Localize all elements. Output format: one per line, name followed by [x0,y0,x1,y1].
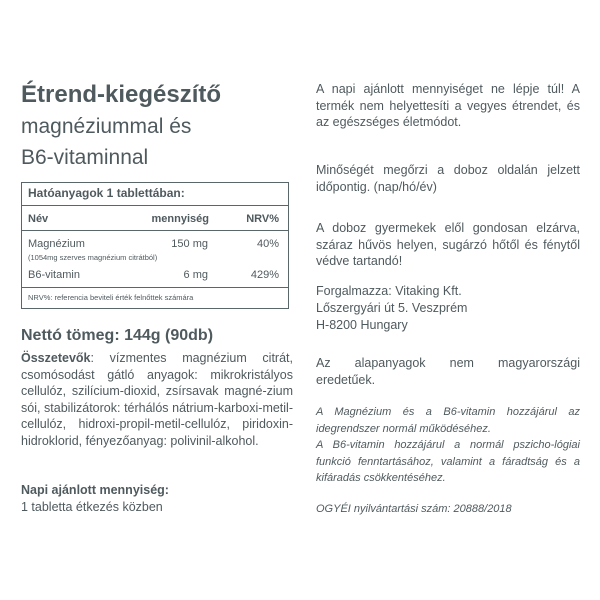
registration-number: OGYÉI nyilvántartási szám: 20888/2018 [316,503,512,515]
dosage-label: Napi ajánlott mennyiség: [21,483,169,497]
dosage-value: 1 tabletta étkezés közben [21,500,163,514]
row-magnesium-note: (1054mg szerves magnézium citrátból) [28,253,158,262]
distributor-address: Lőszergyári út 5. Veszprém [316,301,468,315]
nutrition-table [21,182,289,309]
row-b6-amount: 6 mg [183,269,208,281]
storage-text: A doboz gyermekek elől gondosan elzárva, száraz hűvös helyen, sugárzó hőtől és fénytől védve tartandó! [316,221,580,268]
column-name-header: Név [28,213,49,225]
column-nrv-header: NRV% [246,213,279,225]
best-before-text: Minőségét megőrzi a doboz oldalán jelzett időpontig. (nap/hó/év) [316,163,580,194]
divider [22,230,288,231]
divider [22,287,288,288]
distributor-name: Forgalmazza: Vitaking Kft. [316,284,462,298]
origin-text: Az alapanyagok nem magyarországi eredetűek. [316,356,580,387]
nutrition-table-header: Hatóanyagok 1 tablettában: [28,186,185,200]
row-magnesium-nrv: 40% [256,238,279,250]
row-b6-name: B6-vitamin [28,269,80,281]
row-magnesium-name: Magnézium [28,238,85,250]
nutrition-footnote: NRV%: referencia beviteli érték felnőttek számára [28,293,194,302]
divider [22,205,288,206]
product-title: Étrend-kiegészítő [21,81,222,108]
health-claim-1: A Magnézium és a B6-vitamin hozzájárul az idegrendszer normál működéséhez. [316,406,580,435]
row-magnesium-amount: 150 mg [171,238,208,250]
distributor-country: H-8200 Hungary [316,318,408,332]
ingredients-label: Összetevők [21,351,91,365]
net-weight: Nettó tömeg: 144g (90db) [21,327,214,344]
column-amount-header: mennyiség [151,213,209,225]
ingredients-text [21,350,293,449]
health-claim-2: A B6-vitamin hozzájárul a normál pszicho-lógiai funkció fenntartásához, valamint a fáradtság és a kifáradás csökkentéséhez. [316,439,580,484]
product-subtitle-line2: B6-vitaminnal [21,146,149,169]
product-subtitle-line1: magnéziummal és [21,115,192,138]
ingredients-list: : vízmentes magnézium citrát, csomósodást gátló anyagok: mikrokristályos cellulóz, szilícium-dioxid, zsírsavak magné-zium sói, stabilizátorok: térhálós nátrium-karboxi-metil-cellulóz, hidroxi-propil-metil-cellulóz, piridoxin-hidroklorid, fényezőanyag: polivinil-alkohol. [21,351,293,448]
warning-text: A napi ajánlott mennyiséget ne lépje túl! A termék nem helyettesíti a vegyes étrendet, és az egészséges életmódot. [316,82,580,129]
row-b6-nrv: 429% [250,269,279,281]
